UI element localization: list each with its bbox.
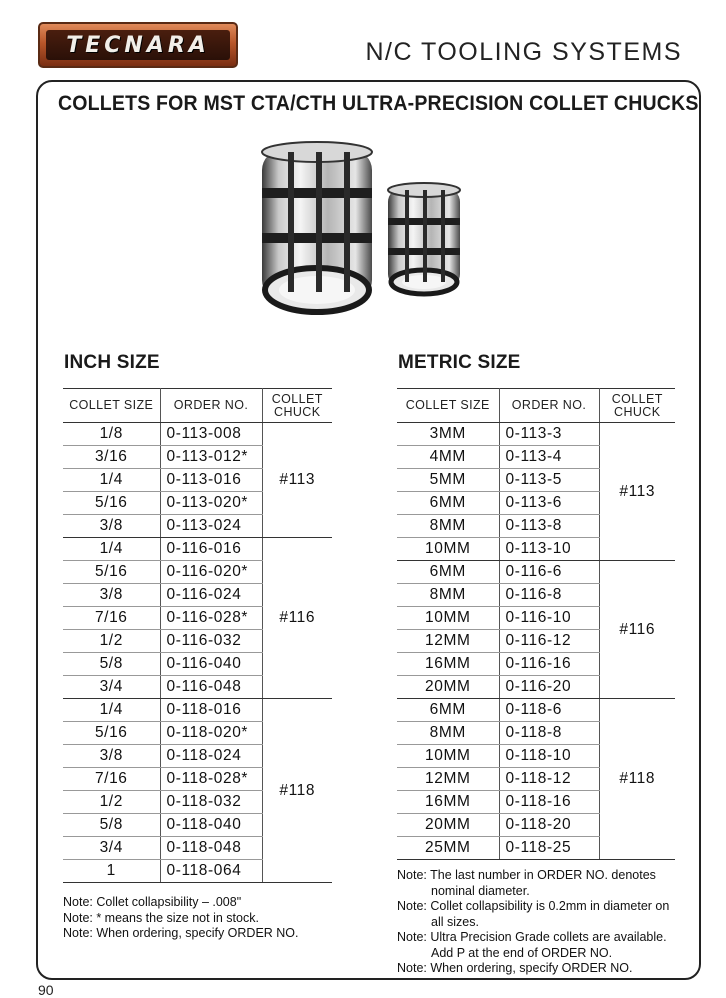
order-no-cell: 0-116-20 <box>499 676 599 699</box>
order-no-cell: 0-118-032 <box>160 791 262 814</box>
collet-size-cell: 10MM <box>397 607 499 630</box>
brand-tagline: N/C TOOLING SYSTEMS <box>365 38 682 66</box>
collet-size-cell: 1 <box>63 860 160 883</box>
collet-size-cell: 3MM <box>397 423 499 446</box>
order-no-cell: 0-116-028* <box>160 607 262 630</box>
column-header-order-no: ORDER NO. <box>160 389 262 423</box>
collet-size-cell: 20MM <box>397 676 499 699</box>
collet-chuck-cell: #113 <box>262 423 332 538</box>
order-no-cell: 0-116-024 <box>160 584 262 607</box>
order-no-cell: 0-118-016 <box>160 699 262 722</box>
collet-size-cell: 10MM <box>397 538 499 561</box>
collet-size-cell: 6MM <box>397 492 499 515</box>
note-line: Note: Collet collapsibility is 0.2mm in diameter on <box>397 899 670 913</box>
order-no-cell: 0-118-20 <box>499 814 599 837</box>
note-line: Note: When ordering, specify ORDER NO. <box>63 926 299 940</box>
collet-size-cell: 5/8 <box>63 814 160 837</box>
collet-size-cell: 8MM <box>397 584 499 607</box>
order-no-cell: 0-113-012* <box>160 446 262 469</box>
collet-size-cell: 8MM <box>397 722 499 745</box>
collet-size-cell: 7/16 <box>63 607 160 630</box>
brand-logo-text: TECNARA <box>66 32 210 58</box>
collet-size-cell: 1/4 <box>63 469 160 492</box>
order-no-cell: 0-118-8 <box>499 722 599 745</box>
collet-size-cell: 5/16 <box>63 492 160 515</box>
column-header-collet-size: COLLET SIZE <box>63 389 160 423</box>
collet-product-photo <box>248 138 478 318</box>
order-no-cell: 0-118-6 <box>499 699 599 722</box>
inch-size-table <box>63 388 332 883</box>
order-no-cell: 0-118-020* <box>160 722 262 745</box>
table-row <box>397 699 675 722</box>
note-line: all sizes. <box>431 914 479 929</box>
collet-size-cell: 4MM <box>397 446 499 469</box>
order-no-cell: 0-116-12 <box>499 630 599 653</box>
column-header-collet-size: COLLET SIZE <box>397 389 499 423</box>
page-number: 90 <box>38 982 54 998</box>
order-no-cell: 0-118-040 <box>160 814 262 837</box>
table-row <box>397 561 675 584</box>
collet-size-cell: 6MM <box>397 699 499 722</box>
collet-size-cell: 1/4 <box>63 538 160 561</box>
note-line: Note: The last number in ORDER NO. denotes <box>397 868 656 882</box>
collet-size-cell: 3/4 <box>63 676 160 699</box>
order-no-cell: 0-118-064 <box>160 860 262 883</box>
order-no-cell: 0-113-5 <box>499 469 599 492</box>
order-no-cell: 0-113-020* <box>160 492 262 515</box>
order-no-cell: 0-113-8 <box>499 515 599 538</box>
order-no-cell: 0-116-16 <box>499 653 599 676</box>
table-row <box>397 423 675 446</box>
column-header-collet-chuck: COLLET CHUCK <box>599 389 675 423</box>
order-no-cell: 0-116-040 <box>160 653 262 676</box>
brand-logo-plate <box>46 30 230 60</box>
order-no-cell: 0-116-10 <box>499 607 599 630</box>
column-header-collet-chuck: COLLET CHUCK <box>262 389 332 423</box>
collet-chuck-cell: #118 <box>599 699 675 860</box>
collet-size-cell: 16MM <box>397 653 499 676</box>
order-no-cell: 0-116-020* <box>160 561 262 584</box>
column-header-order-no: ORDER NO. <box>499 389 599 423</box>
collet-size-cell: 20MM <box>397 814 499 837</box>
collet-chuck-cell: #116 <box>262 538 332 699</box>
order-no-cell: 0-116-6 <box>499 561 599 584</box>
small-collet <box>388 183 460 294</box>
collet-size-cell: 3/4 <box>63 837 160 860</box>
order-no-cell: 0-113-024 <box>160 515 262 538</box>
collet-size-cell: 5/16 <box>63 561 160 584</box>
large-collet <box>262 142 372 312</box>
order-no-cell: 0-116-016 <box>160 538 262 561</box>
order-no-cell: 0-113-008 <box>160 423 262 446</box>
collet-size-cell: 8MM <box>397 515 499 538</box>
collet-size-cell: 3/8 <box>63 745 160 768</box>
order-no-cell: 0-118-028* <box>160 768 262 791</box>
table-row <box>63 699 332 722</box>
order-no-cell: 0-113-6 <box>499 492 599 515</box>
collet-size-cell: 1/8 <box>63 423 160 446</box>
metric-notes <box>397 868 669 977</box>
note-line: Note: Ultra Precision Grade collets are available. <box>397 930 667 944</box>
order-no-cell: 0-118-12 <box>499 768 599 791</box>
table-row <box>63 423 332 446</box>
brand-logo <box>38 22 238 68</box>
order-no-cell: 0-113-4 <box>499 446 599 469</box>
collet-size-cell: 7/16 <box>63 768 160 791</box>
collet-size-cell: 25MM <box>397 837 499 860</box>
order-no-cell: 0-116-8 <box>499 584 599 607</box>
collet-size-cell: 5/16 <box>63 722 160 745</box>
order-no-cell: 0-118-25 <box>499 837 599 860</box>
collet-chuck-cell: #118 <box>262 699 332 883</box>
order-no-cell: 0-116-048 <box>160 676 262 699</box>
inch-size-heading: INCH SIZE <box>64 352 160 373</box>
note-line: Add P at the end of ORDER NO. <box>431 945 613 960</box>
collet-chuck-cell: #113 <box>599 423 675 561</box>
collet-size-cell: 12MM <box>397 768 499 791</box>
collet-size-cell: 1/2 <box>63 791 160 814</box>
order-no-cell: 0-118-10 <box>499 745 599 768</box>
collet-size-cell: 12MM <box>397 630 499 653</box>
table-row <box>63 538 332 561</box>
collet-size-cell: 5/8 <box>63 653 160 676</box>
note-line: nominal diameter. <box>431 883 530 898</box>
note-line: Note: When ordering, specify ORDER NO. <box>397 961 633 975</box>
order-no-cell: 0-113-10 <box>499 538 599 561</box>
order-no-cell: 0-118-16 <box>499 791 599 814</box>
collet-size-cell: 1/4 <box>63 699 160 722</box>
order-no-cell: 0-118-048 <box>160 837 262 860</box>
inch-notes <box>63 895 299 942</box>
order-no-cell: 0-113-016 <box>160 469 262 492</box>
collet-size-cell: 5MM <box>397 469 499 492</box>
collet-size-cell: 6MM <box>397 561 499 584</box>
metric-size-table <box>397 388 675 860</box>
note-line: Note: * means the size not in stock. <box>63 910 259 925</box>
note-line: Note: Collet collapsibility – .008" <box>63 895 242 909</box>
collet-size-cell: 3/8 <box>63 515 160 538</box>
order-no-cell: 0-116-032 <box>160 630 262 653</box>
metric-size-heading: METRIC SIZE <box>398 352 521 373</box>
collet-size-cell: 10MM <box>397 745 499 768</box>
collet-size-cell: 3/16 <box>63 446 160 469</box>
collet-size-cell: 1/2 <box>63 630 160 653</box>
order-no-cell: 0-113-3 <box>499 423 599 446</box>
collet-size-cell: 16MM <box>397 791 499 814</box>
page-title: COLLETS FOR MST CTA/CTH ULTRA-PRECISION COLLET CHUCKS <box>58 92 699 115</box>
order-no-cell: 0-118-024 <box>160 745 262 768</box>
collet-size-cell: 3/8 <box>63 584 160 607</box>
collet-chuck-cell: #116 <box>599 561 675 699</box>
